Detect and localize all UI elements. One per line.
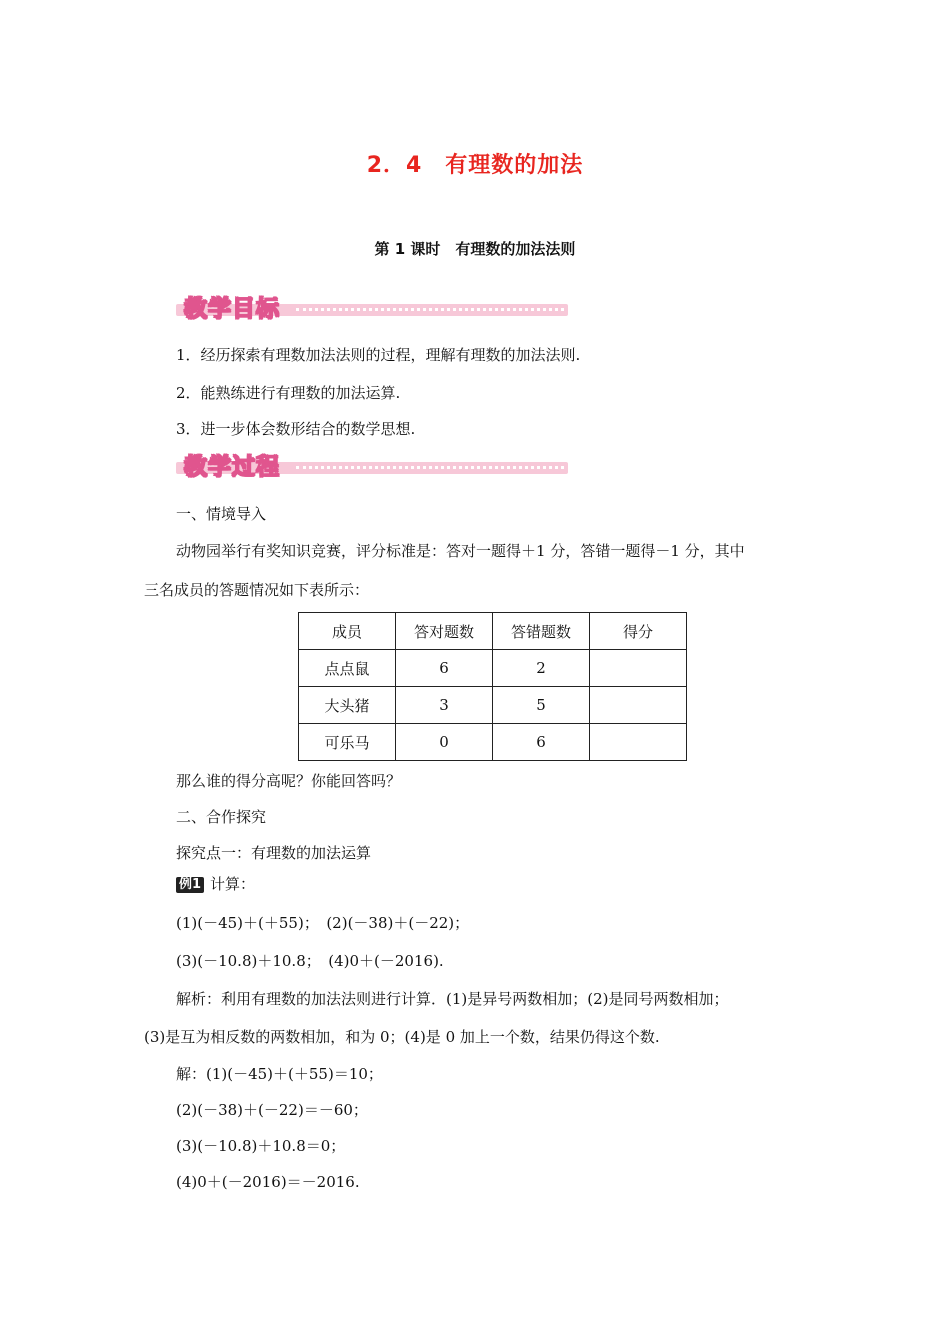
table-header-cell: 得分 xyxy=(590,613,687,650)
table-cell: 点点鼠 xyxy=(299,650,396,687)
table-cell: 3 xyxy=(396,687,493,724)
problems-line-2: (3)(－10.8)＋10.8； (4)0＋(－2016). xyxy=(176,952,444,970)
question-line: 那么谁的得分高呢？你能回答吗？ xyxy=(176,772,402,790)
example-prompt: 计算： xyxy=(210,875,256,893)
table-header-cell: 答对题数 xyxy=(396,613,493,650)
process-banner xyxy=(176,450,568,484)
example-line xyxy=(176,873,255,894)
table-cell xyxy=(590,687,687,724)
table-row xyxy=(299,687,687,724)
lesson-subtitle: 第 1 课时 有理数的加法法则 xyxy=(374,240,576,258)
solution-line-3: (3)(－10.8)＋10.8＝0； xyxy=(176,1137,346,1155)
analysis-line-1: 解析：利用有理数的加法法则进行计算．(1)是异号两数相加；(2)是同号两数相加； xyxy=(176,990,729,1008)
table-cell: 可乐马 xyxy=(299,724,396,761)
table-cell: 2 xyxy=(493,650,590,687)
explore-point: 探究点一：有理数的加法运算 xyxy=(176,844,372,862)
intro-line-1: 动物园举行有奖知识竞赛，评分标准是：答对一题得＋1 分，答错一题得－1 分，其中 xyxy=(176,542,745,560)
example-badge: 例1 xyxy=(176,877,204,893)
analysis-line-2: (3)是互为相反数的两数相加，和为 0；(4)是 0 加上一个数，结果仍得这个数. xyxy=(144,1028,660,1046)
table-row xyxy=(299,724,687,761)
section1-heading: 一、情境导入 xyxy=(176,505,267,523)
scores-table xyxy=(298,612,687,761)
process-banner-label: 教学过程 xyxy=(184,454,280,480)
table-header-cell: 答错题数 xyxy=(493,613,590,650)
intro-line-2: 三名成员的答题情况如下表所示： xyxy=(144,581,370,599)
solution-line-1: 解：(1)(－45)＋(＋55)＝10； xyxy=(176,1065,383,1083)
document-title: 2．4 有理数的加法 xyxy=(366,153,584,178)
problems-line-1: (1)(－45)＋(＋55)； (2)(－38)＋(－22)； xyxy=(176,914,470,932)
table-cell: 6 xyxy=(396,650,493,687)
banner-dots xyxy=(296,308,564,311)
table-header-row xyxy=(299,613,687,650)
goals-banner xyxy=(176,292,568,326)
table-cell: 6 xyxy=(493,724,590,761)
goals-banner-label: 教学目标 xyxy=(184,296,280,322)
section2-heading: 二、合作探究 xyxy=(176,808,267,826)
table-header-cell: 成员 xyxy=(299,613,396,650)
solution-line-4: (4)0＋(－2016)＝－2016. xyxy=(176,1173,360,1191)
goal-item-2: 2．能熟练进行有理数的加法运算. xyxy=(176,384,401,402)
table-cell: 5 xyxy=(493,687,590,724)
table-cell xyxy=(590,724,687,761)
goal-item-3: 3．进一步体会数形结合的数学思想. xyxy=(176,420,416,438)
solution-line-2: (2)(－38)＋(－22)＝－60； xyxy=(176,1101,368,1119)
banner-dots xyxy=(296,466,564,469)
table-cell: 大头猪 xyxy=(299,687,396,724)
table-row xyxy=(299,650,687,687)
table-cell xyxy=(590,650,687,687)
goal-item-1: 1．经历探索有理数加法法则的过程，理解有理数的加法法则. xyxy=(176,346,581,364)
table-cell: 0 xyxy=(396,724,493,761)
